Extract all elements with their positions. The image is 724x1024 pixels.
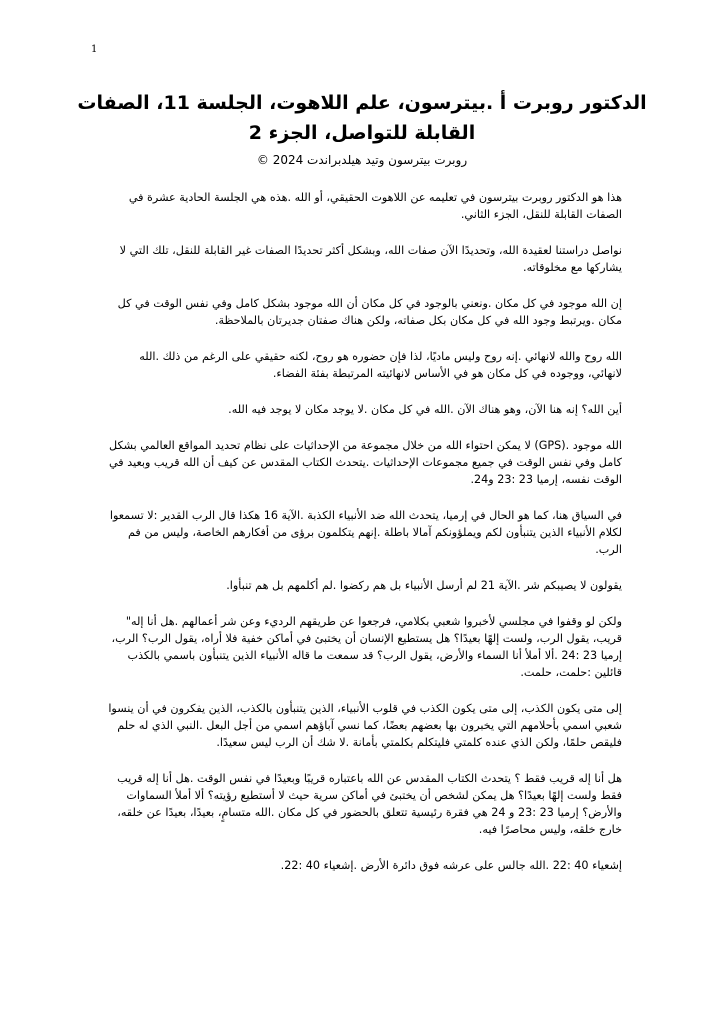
document-subtitle: روبرت بيترسون وتيد هيلدبراندت 2024 © bbox=[256, 153, 468, 167]
document-body bbox=[104, 189, 622, 893]
paragraph: الله موجود .(GPS) لا يمكن احتواء الله من خلال مجموعة من الإحداثيات على نظام تحديد المواقع العالمي بشكل كامل وفي نفس الوقت في جميع مجموعات الإحداثيات .يتحدث الكتاب المقدس عن كيف أن الله قريب وبعيد في الوقت نفسه، إرميا 23 :23 و24. bbox=[108, 439, 622, 486]
paragraph: يقولون لا يصيبكم شر .الآية 21 لم أرسل الأنبياء بل هم ركضوا .لم أكلمهم بل هم تنبأوا. bbox=[226, 579, 622, 592]
paragraph: إن الله موجود في كل مكان .ونعني بالوجود في كل مكان أن الله موجود بشكل كامل وفي نفس الوقت في كل مكان .ويرتبط وجود الله في كل مكان بكل صفاته، ولكن هناك صفتان جديرتان بالملاحظة. bbox=[117, 297, 622, 327]
paragraph: هذا هو الدكتور روبرت بيترسون في تعليمه عن اللاهوت الحقيقي، أو الله .هذه هي الجلسة الحادية عشرة في الصفات القابلة للنقل، الجزء الثاني. bbox=[128, 191, 622, 221]
paragraph: أين الله؟ إنه هنا الآن، وهو هناك الآن .الله في كل مكان .لا يوجد مكان لا يوجد فيه الله. bbox=[228, 403, 622, 416]
paragraph: في السياق هنا، كما هو الحال في إرميا، يتحدث الله ضد الأنبياء الكذبة .الآية 16 هكذا قال الرب القدير :لا تسمعوا لكلام الأنبياء الذين يتنبأون لكم ويملؤونكم آمالا باطلة .إنهم يتكلمون برؤى من أفكارهم الخاصة، وليس من فم الرب. bbox=[109, 509, 622, 556]
paragraph: إلى متى يكون الكذب، إلى متى يكون الكذب في قلوب الأنبياء، الذين يتنبأون بالكذب، الذين يفكرون في أن ينسوا شعبي اسمي بأحلامهم التي يخبرون بها بعضهم بعضًا، كما نسي آباؤهم اسمي من أجل البعل .النبي الذي له حلم فليقص حلمًا، ولكن الذي عنده كلمتي فليتكلم بكلمتي بأمانة .لا شك أن الرب ليس سعيدًا. bbox=[108, 702, 622, 749]
page-number: 1 bbox=[91, 44, 98, 55]
document-title: الدكتور روبرت أ .بيترسون، علم اللاهوت، الجلسة 11، الصفات القابلة للتواصل، الجزء 2 bbox=[77, 92, 647, 144]
paragraph: ولكن لو وقفوا في مجلسي لأخبروا شعبي بكلامي، فرجعوا عن طريقهم الرديء وعن شر أعمالهم .هل أنا إله" قريب، يقول الرب، ولست إلهًا بعيدًا؟ هل يستطيع الإنسان أن يختبئ في أماكن خفية فلا أراه، يقول الرب؟ الرب، إرميا 23 :24 .ألا أملأ أنا السماء والأرض، يقول الرب؟ قد سمعت ما قاله الأنبياء الذين يتنبأون باسمي بالكذب قائلين :حلمت، حلمت. bbox=[111, 615, 622, 679]
paragraph: هل أنا إله قريب فقط ؟ يتحدث الكتاب المقدس عن الله باعتباره قريبًا وبعيدًا في نفس الوقت .هل أنا إله قريب فقط ولست إلهًا بعيدًا؟ هل يمكن لشخص أن يختبئ في أماكن سرية حيث لا أستطيع رؤيته؟ ألا أملأ السماوات والأرض؟ إرميا 23 :23 و 24 هي فقرة رئيسية تتعلق بالحضور في كل مكان .الله متسامٍ، بعيدًا، بعيدًا عن خلقه، خارج خلقه، وليس محاصرًا فيه. bbox=[117, 772, 622, 836]
paragraph: إشعياء 40 :22 .الله جالس على عرشه فوق دائرة الأرض .إشعياء 40 :22. bbox=[280, 859, 622, 872]
paragraph: الله روح والله لانهائي .إنه روح وليس ماديًا، لذا فإن حضوره هو روح، لكنه حقيقي على الرغم من ذلك .الله لانهائي، ووجوده في كل مكان هو في الأساس لانهائيته المرتبطة بفئة الفضاء. bbox=[139, 350, 622, 380]
paragraph: نواصل دراستنا لعقيدة الله، وتحديدًا الآن صفات الله، وبشكل أكثر تحديدًا الصفات غير القابلة للنقل، تلك التي لا يشاركها مع مخلوقاته. bbox=[119, 244, 622, 274]
